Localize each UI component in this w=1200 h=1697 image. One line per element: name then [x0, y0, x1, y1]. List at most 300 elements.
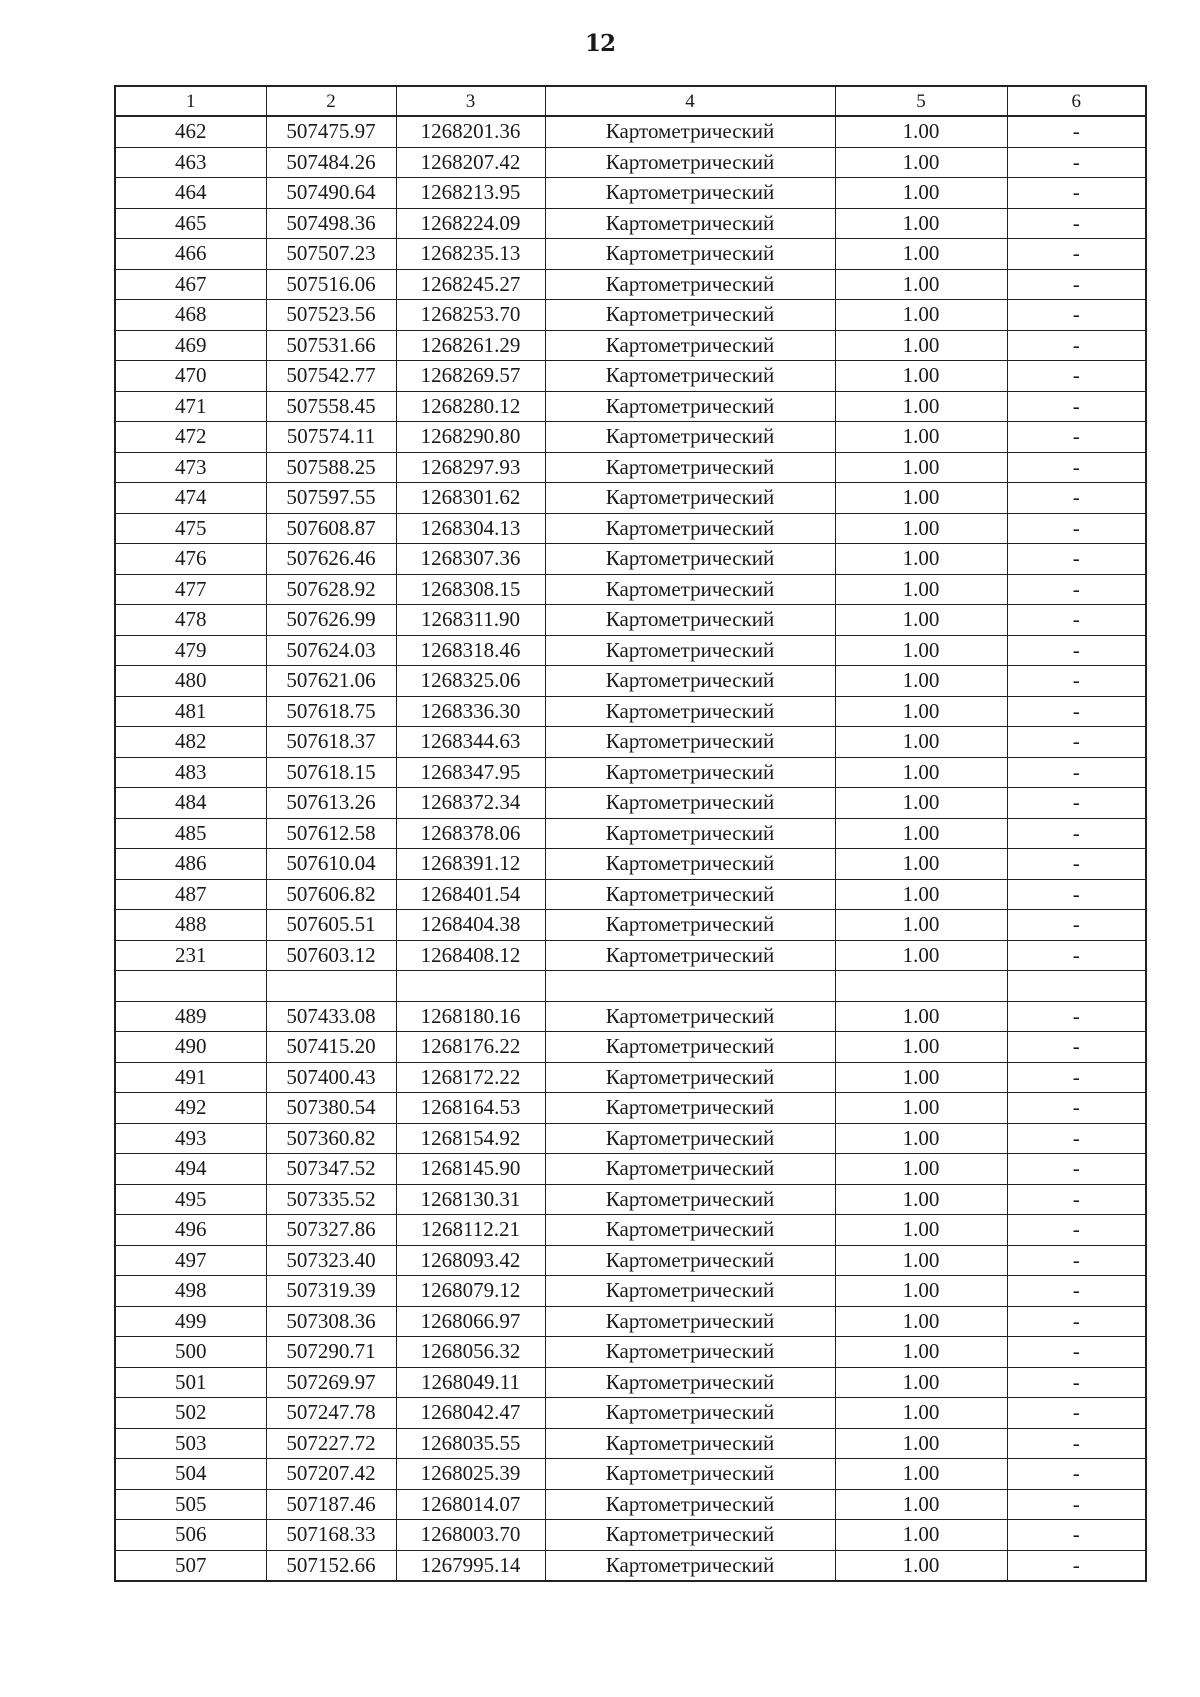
x-coordinate-cell: 507335.52: [266, 1184, 396, 1215]
table-row: [115, 1001, 1146, 1032]
method-cell: Картометрический: [545, 788, 835, 819]
point-number-cell: 489: [115, 1001, 266, 1032]
point-number-cell: 497: [115, 1245, 266, 1276]
note-cell: -: [1007, 1550, 1146, 1581]
table-row: [115, 574, 1146, 605]
y-coordinate-cell: 1268164.53: [396, 1093, 545, 1124]
point-number-cell: 481: [115, 696, 266, 727]
method-cell: Картометрический: [545, 239, 835, 270]
table-row: [115, 971, 1146, 1002]
point-number-cell: 479: [115, 635, 266, 666]
coordinates-table: [114, 85, 1147, 1582]
y-coordinate-cell: 1268180.16: [396, 1001, 545, 1032]
point-number-cell: 476: [115, 544, 266, 575]
method-cell: Картометрический: [545, 757, 835, 788]
table-row: [115, 483, 1146, 514]
note-cell: -: [1007, 422, 1146, 453]
table-row: [115, 1154, 1146, 1185]
point-number-cell: 494: [115, 1154, 266, 1185]
method-cell: Картометрический: [545, 1184, 835, 1215]
note-cell: -: [1007, 1154, 1146, 1185]
column-header: 1: [115, 86, 266, 116]
point-number-cell: 463: [115, 147, 266, 178]
note-cell: -: [1007, 910, 1146, 941]
note-cell: -: [1007, 1215, 1146, 1246]
point-number-cell: 503: [115, 1428, 266, 1459]
y-coordinate-cell: 1268280.12: [396, 391, 545, 422]
note-cell: -: [1007, 1062, 1146, 1093]
point-number-cell: 465: [115, 208, 266, 239]
point-number-cell: 504: [115, 1459, 266, 1490]
y-coordinate-cell: 1268154.92: [396, 1123, 545, 1154]
point-number-cell: 472: [115, 422, 266, 453]
y-coordinate-cell: 1268253.70: [396, 300, 545, 331]
x-coordinate-cell: 507227.72: [266, 1428, 396, 1459]
y-coordinate-cell: 1268056.32: [396, 1337, 545, 1368]
accuracy-cell: 1.00: [835, 1215, 1007, 1246]
note-cell: -: [1007, 1398, 1146, 1429]
table-row: [115, 1367, 1146, 1398]
table-body: [115, 86, 1146, 1581]
table-row: [115, 1489, 1146, 1520]
accuracy-cell: 1.00: [835, 727, 1007, 758]
point-number-cell: 506: [115, 1520, 266, 1551]
y-coordinate-cell: 1268224.09: [396, 208, 545, 239]
x-coordinate-cell: 507610.04: [266, 849, 396, 880]
note-cell: -: [1007, 1459, 1146, 1490]
note-cell: [1007, 971, 1146, 1002]
x-coordinate-cell: 507308.36: [266, 1306, 396, 1337]
note-cell: -: [1007, 483, 1146, 514]
table-row: [115, 818, 1146, 849]
point-number-cell: 473: [115, 452, 266, 483]
point-number-cell: 484: [115, 788, 266, 819]
accuracy-cell: 1.00: [835, 178, 1007, 209]
y-coordinate-cell: 1268378.06: [396, 818, 545, 849]
y-coordinate-cell: 1268130.31: [396, 1184, 545, 1215]
method-cell: Картометрический: [545, 1245, 835, 1276]
method-cell: Картометрический: [545, 1062, 835, 1093]
note-cell: -: [1007, 1001, 1146, 1032]
table-row: [115, 391, 1146, 422]
accuracy-cell: 1.00: [835, 757, 1007, 788]
page-number: 12: [584, 30, 615, 57]
note-cell: -: [1007, 574, 1146, 605]
column-header: 3: [396, 86, 545, 116]
x-coordinate-cell: 507319.39: [266, 1276, 396, 1307]
note-cell: -: [1007, 818, 1146, 849]
x-coordinate-cell: 507621.06: [266, 666, 396, 697]
note-cell: -: [1007, 605, 1146, 636]
point-number-cell: 468: [115, 300, 266, 331]
accuracy-cell: 1.00: [835, 300, 1007, 331]
column-header: 2: [266, 86, 396, 116]
method-cell: Картометрический: [545, 1459, 835, 1490]
x-coordinate-cell: 507433.08: [266, 1001, 396, 1032]
table-row: [115, 178, 1146, 209]
note-cell: -: [1007, 178, 1146, 209]
table-row: [115, 940, 1146, 971]
y-coordinate-cell: 1268213.95: [396, 178, 545, 209]
accuracy-cell: 1.00: [835, 818, 1007, 849]
point-number-cell: 500: [115, 1337, 266, 1368]
table-row: [115, 727, 1146, 758]
accuracy-cell: 1.00: [835, 788, 1007, 819]
accuracy-cell: 1.00: [835, 452, 1007, 483]
table-row: [115, 879, 1146, 910]
y-coordinate-cell: 1268307.36: [396, 544, 545, 575]
accuracy-cell: 1.00: [835, 910, 1007, 941]
method-cell: Картометрический: [545, 1215, 835, 1246]
accuracy-cell: 1.00: [835, 1123, 1007, 1154]
accuracy-cell: 1.00: [835, 1245, 1007, 1276]
point-number-cell: 490: [115, 1032, 266, 1063]
table-row: [115, 116, 1146, 147]
note-cell: -: [1007, 696, 1146, 727]
y-coordinate-cell: 1268347.95: [396, 757, 545, 788]
method-cell: Картометрический: [545, 391, 835, 422]
note-cell: -: [1007, 544, 1146, 575]
method-cell: Картометрический: [545, 1489, 835, 1520]
note-cell: -: [1007, 1123, 1146, 1154]
x-coordinate-cell: 507605.51: [266, 910, 396, 941]
method-cell: Картометрический: [545, 544, 835, 575]
x-coordinate-cell: 507269.97: [266, 1367, 396, 1398]
point-number-cell: 488: [115, 910, 266, 941]
point-number-cell: 483: [115, 757, 266, 788]
accuracy-cell: 1.00: [835, 635, 1007, 666]
note-cell: -: [1007, 300, 1146, 331]
x-coordinate-cell: 507475.97: [266, 116, 396, 147]
y-coordinate-cell: 1268172.22: [396, 1062, 545, 1093]
accuracy-cell: 1.00: [835, 1459, 1007, 1490]
accuracy-cell: 1.00: [835, 513, 1007, 544]
point-number-cell: 493: [115, 1123, 266, 1154]
note-cell: -: [1007, 239, 1146, 270]
note-cell: -: [1007, 269, 1146, 300]
y-coordinate-cell: 1268035.55: [396, 1428, 545, 1459]
y-coordinate-cell: 1268003.70: [396, 1520, 545, 1551]
point-number-cell: 505: [115, 1489, 266, 1520]
point-number-cell: 462: [115, 116, 266, 147]
note-cell: -: [1007, 391, 1146, 422]
note-cell: -: [1007, 1276, 1146, 1307]
table-row: [115, 1245, 1146, 1276]
point-number-cell: [115, 971, 266, 1002]
x-coordinate-cell: 507531.66: [266, 330, 396, 361]
accuracy-cell: 1.00: [835, 1184, 1007, 1215]
method-cell: Картометрический: [545, 1428, 835, 1459]
y-coordinate-cell: 1268235.13: [396, 239, 545, 270]
method-cell: Картометрический: [545, 513, 835, 544]
x-coordinate-cell: 507152.66: [266, 1550, 396, 1581]
note-cell: -: [1007, 330, 1146, 361]
y-coordinate-cell: 1268176.22: [396, 1032, 545, 1063]
point-number-cell: 231: [115, 940, 266, 971]
method-cell: Картометрический: [545, 910, 835, 941]
method-cell: Картометрический: [545, 1001, 835, 1032]
note-cell: -: [1007, 1367, 1146, 1398]
table-row: [115, 1428, 1146, 1459]
note-cell: -: [1007, 879, 1146, 910]
column-header: 4: [545, 86, 835, 116]
y-coordinate-cell: 1268391.12: [396, 849, 545, 880]
method-cell: Картометрический: [545, 1520, 835, 1551]
accuracy-cell: 1.00: [835, 879, 1007, 910]
note-cell: -: [1007, 727, 1146, 758]
y-coordinate-cell: 1268336.30: [396, 696, 545, 727]
accuracy-cell: 1.00: [835, 330, 1007, 361]
x-coordinate-cell: 507624.03: [266, 635, 396, 666]
method-cell: Картометрический: [545, 574, 835, 605]
x-coordinate-cell: 507168.33: [266, 1520, 396, 1551]
accuracy-cell: 1.00: [835, 422, 1007, 453]
x-coordinate-cell: 507613.26: [266, 788, 396, 819]
point-number-cell: 486: [115, 849, 266, 880]
accuracy-cell: 1.00: [835, 1032, 1007, 1063]
y-coordinate-cell: 1268304.13: [396, 513, 545, 544]
point-number-cell: 478: [115, 605, 266, 636]
x-coordinate-cell: 507523.56: [266, 300, 396, 331]
point-number-cell: 469: [115, 330, 266, 361]
note-cell: -: [1007, 1306, 1146, 1337]
y-coordinate-cell: [396, 971, 545, 1002]
table-row: [115, 1032, 1146, 1063]
note-cell: -: [1007, 513, 1146, 544]
table-row: [115, 1215, 1146, 1246]
point-number-cell: 474: [115, 483, 266, 514]
x-coordinate-cell: 507327.86: [266, 1215, 396, 1246]
table-header-row: [115, 86, 1146, 116]
x-coordinate-cell: 507618.75: [266, 696, 396, 727]
x-coordinate-cell: 507628.92: [266, 574, 396, 605]
y-coordinate-cell: 1268066.97: [396, 1306, 545, 1337]
method-cell: Картометрический: [545, 696, 835, 727]
point-number-cell: 502: [115, 1398, 266, 1429]
point-number-cell: 475: [115, 513, 266, 544]
y-coordinate-cell: 1268201.36: [396, 116, 545, 147]
method-cell: Картометрический: [545, 879, 835, 910]
method-cell: Картометрический: [545, 208, 835, 239]
y-coordinate-cell: 1268325.06: [396, 666, 545, 697]
accuracy-cell: 1.00: [835, 1337, 1007, 1368]
method-cell: Картометрический: [545, 330, 835, 361]
table-row: [115, 696, 1146, 727]
method-cell: Картометрический: [545, 269, 835, 300]
table-row: [115, 422, 1146, 453]
accuracy-cell: 1.00: [835, 605, 1007, 636]
method-cell: Картометрический: [545, 422, 835, 453]
y-coordinate-cell: 1268297.93: [396, 452, 545, 483]
x-coordinate-cell: 507626.46: [266, 544, 396, 575]
table-row: [115, 147, 1146, 178]
y-coordinate-cell: 1268261.29: [396, 330, 545, 361]
note-cell: -: [1007, 1428, 1146, 1459]
y-coordinate-cell: 1268042.47: [396, 1398, 545, 1429]
accuracy-cell: 1.00: [835, 544, 1007, 575]
note-cell: -: [1007, 147, 1146, 178]
note-cell: -: [1007, 849, 1146, 880]
table-row: [115, 1062, 1146, 1093]
note-cell: -: [1007, 788, 1146, 819]
accuracy-cell: 1.00: [835, 1306, 1007, 1337]
table-row: [115, 757, 1146, 788]
note-cell: -: [1007, 635, 1146, 666]
accuracy-cell: 1.00: [835, 1428, 1007, 1459]
y-coordinate-cell: 1268311.90: [396, 605, 545, 636]
point-number-cell: 485: [115, 818, 266, 849]
x-coordinate-cell: 507490.64: [266, 178, 396, 209]
y-coordinate-cell: 1268344.63: [396, 727, 545, 758]
table-row: [115, 452, 1146, 483]
y-coordinate-cell: 1268308.15: [396, 574, 545, 605]
accuracy-cell: 1.00: [835, 1398, 1007, 1429]
table-row: [115, 544, 1146, 575]
y-coordinate-cell: 1268401.54: [396, 879, 545, 910]
method-cell: Картометрический: [545, 940, 835, 971]
note-cell: -: [1007, 1245, 1146, 1276]
table-row: [115, 513, 1146, 544]
method-cell: Картометрический: [545, 1123, 835, 1154]
y-coordinate-cell: 1268318.46: [396, 635, 545, 666]
table-row: [115, 1459, 1146, 1490]
method-cell: Картометрический: [545, 116, 835, 147]
x-coordinate-cell: 507588.25: [266, 452, 396, 483]
table-row: [115, 1306, 1146, 1337]
note-cell: -: [1007, 1489, 1146, 1520]
table-row: [115, 1520, 1146, 1551]
table-row: [115, 1337, 1146, 1368]
table-row: [115, 788, 1146, 819]
x-coordinate-cell: 507574.11: [266, 422, 396, 453]
y-coordinate-cell: 1268301.62: [396, 483, 545, 514]
method-cell: Картометрический: [545, 178, 835, 209]
table-row: [115, 361, 1146, 392]
table-row: [115, 635, 1146, 666]
note-cell: -: [1007, 452, 1146, 483]
point-number-cell: 491: [115, 1062, 266, 1093]
x-coordinate-cell: 507606.82: [266, 879, 396, 910]
note-cell: -: [1007, 1520, 1146, 1551]
accuracy-cell: 1.00: [835, 208, 1007, 239]
y-coordinate-cell: 1268372.34: [396, 788, 545, 819]
y-coordinate-cell: 1268025.39: [396, 1459, 545, 1490]
x-coordinate-cell: 507507.23: [266, 239, 396, 270]
accuracy-cell: 1.00: [835, 1520, 1007, 1551]
point-number-cell: 499: [115, 1306, 266, 1337]
y-coordinate-cell: 1268112.21: [396, 1215, 545, 1246]
point-number-cell: 501: [115, 1367, 266, 1398]
x-coordinate-cell: [266, 971, 396, 1002]
y-coordinate-cell: 1268079.12: [396, 1276, 545, 1307]
note-cell: -: [1007, 1032, 1146, 1063]
accuracy-cell: 1.00: [835, 574, 1007, 605]
x-coordinate-cell: 507597.55: [266, 483, 396, 514]
table-row: [115, 269, 1146, 300]
method-cell: Картометрический: [545, 1337, 835, 1368]
table-row: [115, 208, 1146, 239]
table-row: [115, 666, 1146, 697]
accuracy-cell: 1.00: [835, 1367, 1007, 1398]
x-coordinate-cell: 507558.45: [266, 391, 396, 422]
point-number-cell: 467: [115, 269, 266, 300]
y-coordinate-cell: 1268093.42: [396, 1245, 545, 1276]
x-coordinate-cell: 507484.26: [266, 147, 396, 178]
accuracy-cell: 1.00: [835, 483, 1007, 514]
x-coordinate-cell: 507516.06: [266, 269, 396, 300]
y-coordinate-cell: 1267995.14: [396, 1550, 545, 1581]
method-cell: Картометрический: [545, 1154, 835, 1185]
point-number-cell: 496: [115, 1215, 266, 1246]
column-header: 6: [1007, 86, 1146, 116]
point-number-cell: 470: [115, 361, 266, 392]
y-coordinate-cell: 1268207.42: [396, 147, 545, 178]
point-number-cell: 482: [115, 727, 266, 758]
point-number-cell: 507: [115, 1550, 266, 1581]
note-cell: -: [1007, 361, 1146, 392]
x-coordinate-cell: 507603.12: [266, 940, 396, 971]
accuracy-cell: 1.00: [835, 269, 1007, 300]
y-coordinate-cell: 1268049.11: [396, 1367, 545, 1398]
point-number-cell: 492: [115, 1093, 266, 1124]
method-cell: Картометрический: [545, 147, 835, 178]
x-coordinate-cell: 507347.52: [266, 1154, 396, 1185]
accuracy-cell: 1.00: [835, 1001, 1007, 1032]
table-row: [115, 910, 1146, 941]
table-row: [115, 239, 1146, 270]
note-cell: -: [1007, 208, 1146, 239]
method-cell: Картометрический: [545, 1306, 835, 1337]
method-cell: Картометрический: [545, 666, 835, 697]
method-cell: Картометрический: [545, 635, 835, 666]
x-coordinate-cell: 507290.71: [266, 1337, 396, 1368]
method-cell: Картометрический: [545, 1093, 835, 1124]
method-cell: [545, 971, 835, 1002]
method-cell: Картометрический: [545, 818, 835, 849]
table-row: [115, 1276, 1146, 1307]
table-row: [115, 300, 1146, 331]
y-coordinate-cell: 1268404.38: [396, 910, 545, 941]
x-coordinate-cell: 507498.36: [266, 208, 396, 239]
point-number-cell: 498: [115, 1276, 266, 1307]
x-coordinate-cell: 507187.46: [266, 1489, 396, 1520]
x-coordinate-cell: 507207.42: [266, 1459, 396, 1490]
method-cell: Картометрический: [545, 1367, 835, 1398]
x-coordinate-cell: 507618.37: [266, 727, 396, 758]
column-header: 5: [835, 86, 1007, 116]
table-row: [115, 849, 1146, 880]
y-coordinate-cell: 1268408.12: [396, 940, 545, 971]
method-cell: Картометрический: [545, 727, 835, 758]
y-coordinate-cell: 1268269.57: [396, 361, 545, 392]
method-cell: Картометрический: [545, 452, 835, 483]
x-coordinate-cell: 507612.58: [266, 818, 396, 849]
table-row: [115, 1093, 1146, 1124]
table-row: [115, 1550, 1146, 1581]
table-row: [115, 330, 1146, 361]
table-row: [115, 605, 1146, 636]
y-coordinate-cell: 1268014.07: [396, 1489, 545, 1520]
accuracy-cell: 1.00: [835, 239, 1007, 270]
point-number-cell: 480: [115, 666, 266, 697]
point-number-cell: 464: [115, 178, 266, 209]
table-row: [115, 1398, 1146, 1429]
x-coordinate-cell: 507400.43: [266, 1062, 396, 1093]
note-cell: -: [1007, 116, 1146, 147]
note-cell: -: [1007, 1093, 1146, 1124]
x-coordinate-cell: 507380.54: [266, 1093, 396, 1124]
note-cell: -: [1007, 1337, 1146, 1368]
